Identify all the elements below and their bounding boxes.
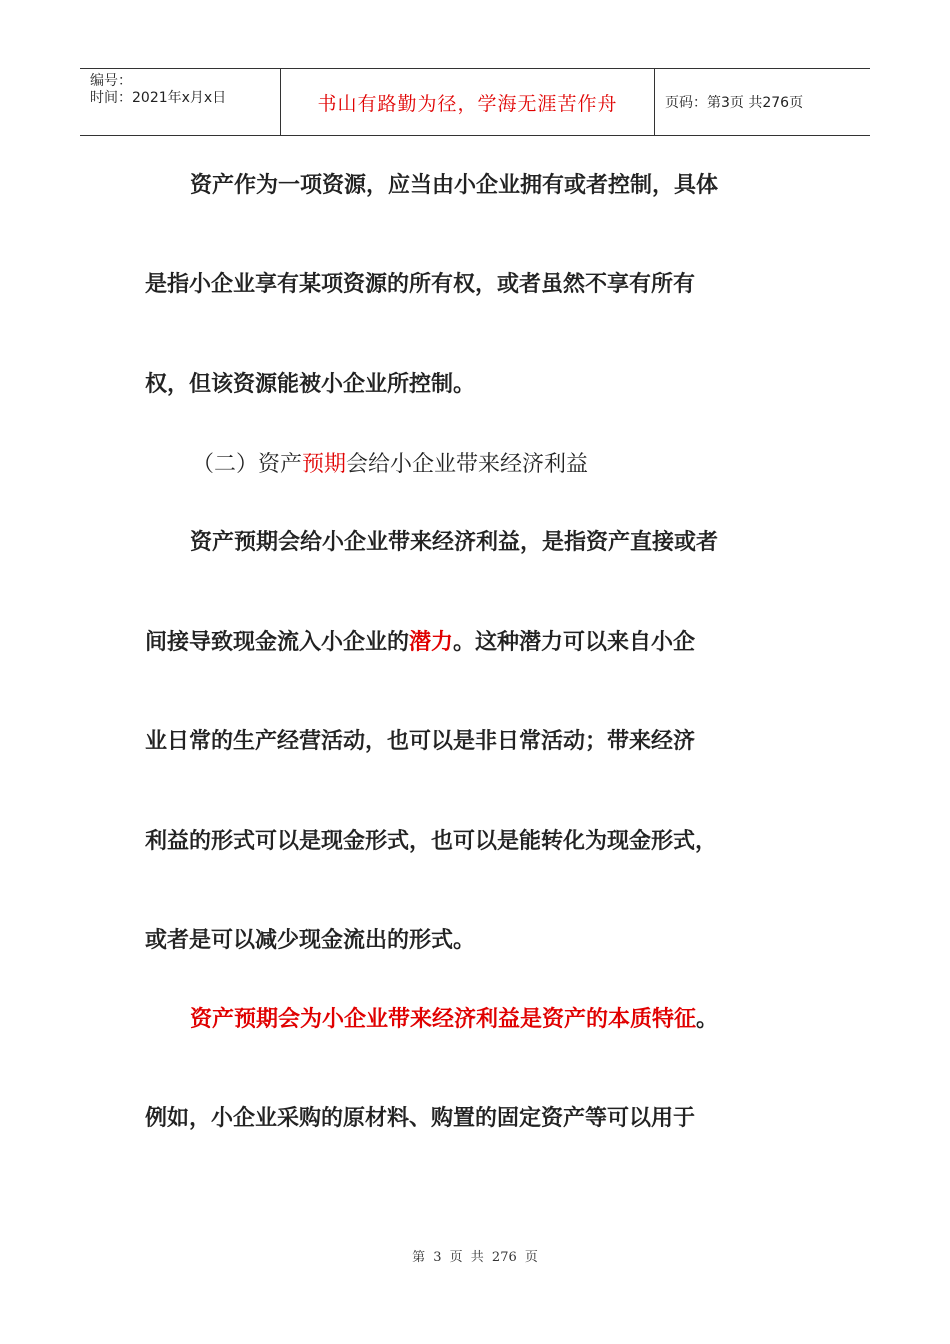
paragraph-1-line-1: 资产作为一项资源，应当由小企业拥有或者控制，具体 — [190, 173, 719, 198]
paragraph-2-line-1: 资产预期会给小企业带来经济利益，是指资产直接或者 — [190, 530, 719, 555]
heading-part-1: （二）资产 — [192, 452, 303, 477]
paragraph-1-line-3: 权，但该资源能被小企业所控制。 — [145, 372, 476, 397]
paragraph-3-line-1 — [190, 1005, 718, 1035]
page-header — [80, 68, 870, 136]
p2-line2-part-2: 。这种潜力可以来自小企 — [453, 630, 696, 655]
header-motto: 书山有路勤为径，学海无涯苦作舟 — [281, 69, 655, 135]
page-footer: 第 3 页 共 276 页 — [412, 1250, 538, 1265]
section-heading — [192, 450, 588, 480]
header-page-info: 页码：第3页 共276页 — [665, 95, 804, 111]
paragraph-2-line-4: 利益的形式可以是现金形式，也可以是能转化为现金形式， — [145, 829, 718, 854]
paragraph-2-line-3: 业日常的生产经营活动，也可以是非日常活动；带来经济 — [145, 729, 696, 754]
key-statement: 资产预期会为小企业带来经济利益是资产的本质特征 — [190, 1007, 697, 1032]
serial-label: 编号： — [90, 73, 132, 89]
key-statement-period: 。 — [696, 1007, 719, 1032]
p2-line2-part-1: 间接导致现金流入小企业的 — [145, 630, 410, 655]
header-meta — [80, 69, 281, 135]
paragraph-2-line-5: 或者是可以减少现金流出的形式。 — [145, 928, 476, 953]
p2-line2-highlight: 潜力 — [409, 630, 454, 655]
heading-part-2: 会给小企业带来经济利益 — [346, 452, 589, 477]
paragraph-1-line-2: 是指小企业享有某项资源的所有权，或者虽然不享有所有 — [145, 272, 696, 297]
paragraph-3-line-2: 例如，小企业采购的原材料、购置的固定资产等可以用于 — [145, 1106, 696, 1131]
date-label: 时间：2021年x月x日 — [90, 90, 227, 106]
heading-highlight: 预期 — [302, 452, 347, 477]
paragraph-2-line-2 — [145, 628, 695, 658]
